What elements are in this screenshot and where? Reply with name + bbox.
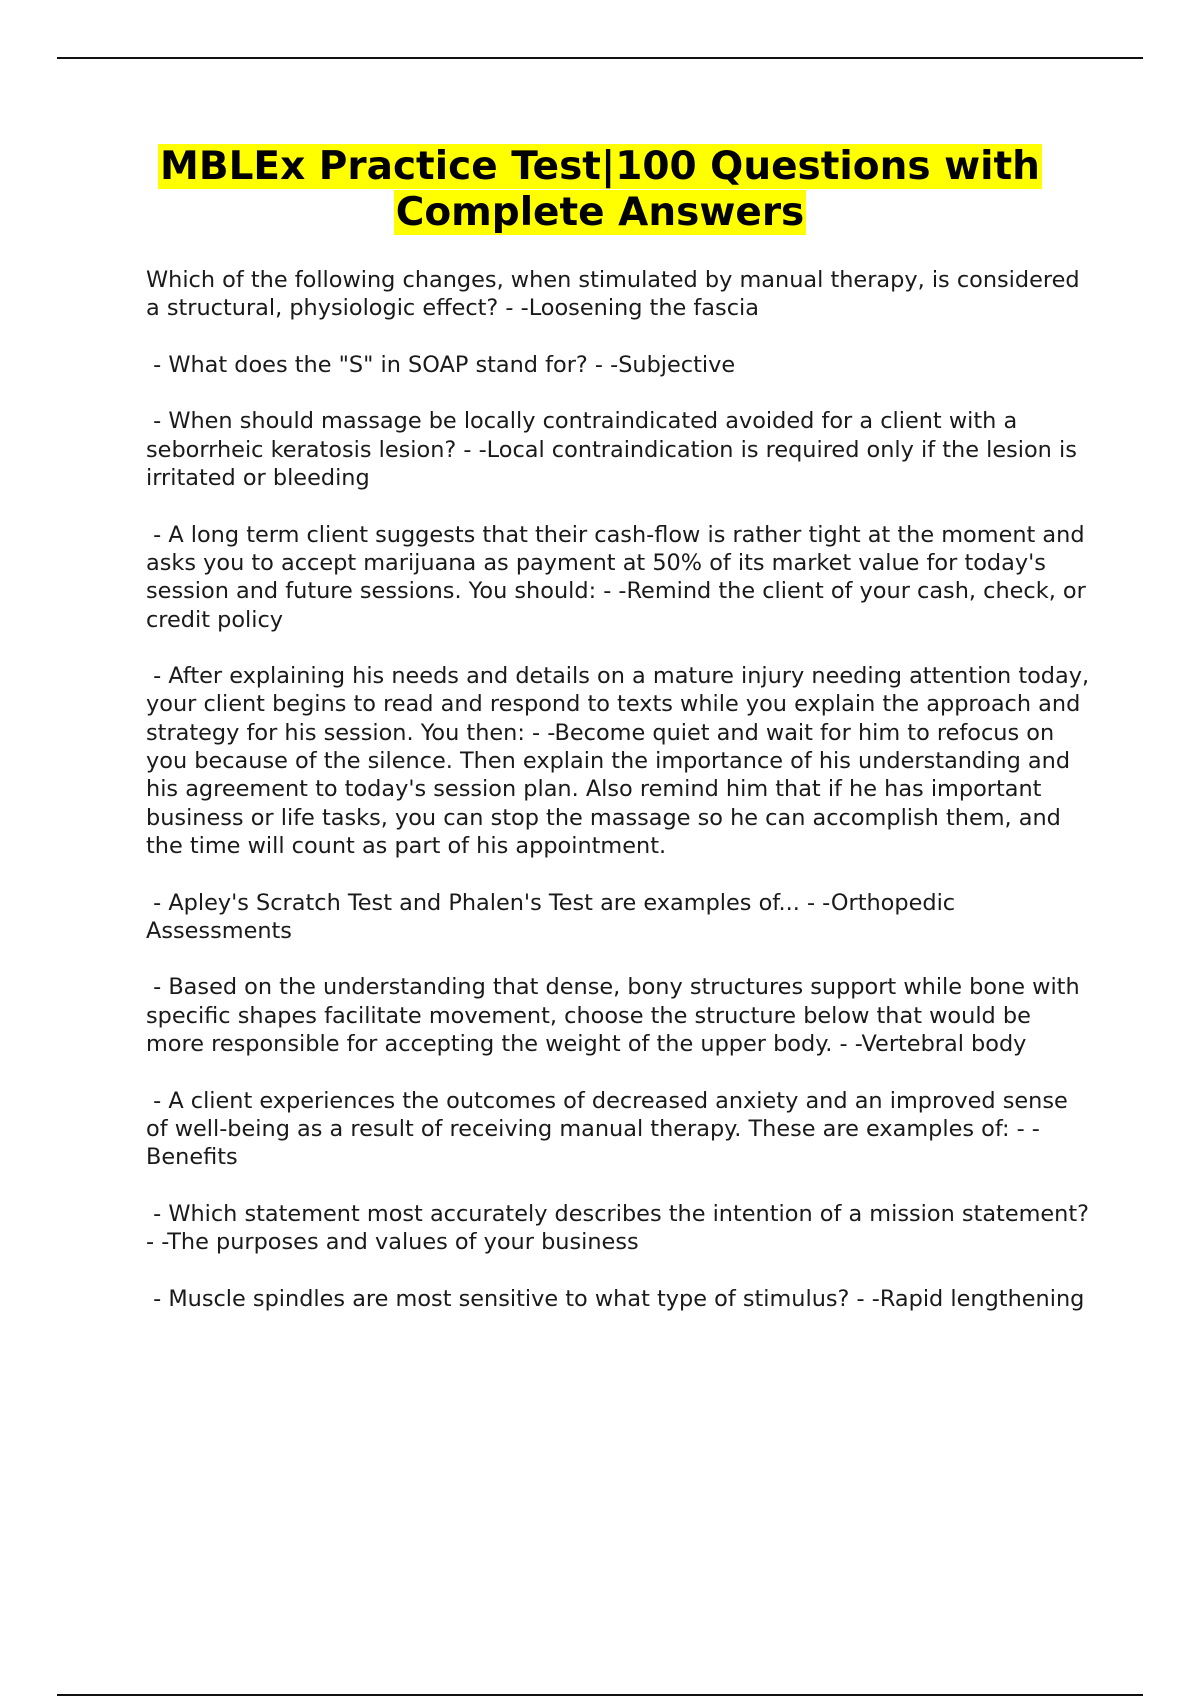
title-line-1: MBLEx Practice Test|100 Questions with	[160, 144, 1040, 189]
question-item-9: - Which statement most accurately describes the intention of a mission statement? - -The purposes and values of your business	[146, 1200, 1097, 1256]
bottom-rule	[57, 1694, 1143, 1696]
top-rule	[57, 57, 1143, 59]
question-item-1: Which of the following changes, when stimulated by manual therapy, is considered a structural, physiologic effect? - -Loosening the fascia	[146, 267, 1087, 322]
question-item-3: - When should massage be locally contraindicated avoided for a client with a seborrheic keratosis lesion? - -Local contraindication is required only if the lesion is irritated or bleeding	[146, 408, 1084, 492]
title-line-2: Complete Answers	[395, 190, 805, 235]
question-item-8: - A client experiences the outcomes of decreased anxiety and an improved sense of well-being as a result of receiving manual therapy. These are examples of: - -Benefits	[146, 1087, 1075, 1171]
question-item-5: - After explaining his needs and details on a mature injury needing attention today, your client begins to read and respond to texts while you explain the approach and strategy for his session. You then: - -Become quiet and wait for him to refocus on you because of the silence. Then explain the importance of his understanding and his agreement to today's session plan. Also remind him that if he has important business or life tasks, you can stop the massage so he can accomplish them, and the time will count as part of his appointment.	[146, 663, 1097, 859]
question-item-2: - What does the "S" in SOAP stand for? - -Subjective	[146, 351, 736, 378]
question-list	[146, 266, 1097, 1341]
question-item-7: - Based on the understanding that dense, bony structures support while bone with specific shapes facilitate movement, choose the structure below that would be more responsible for accepting the weight of the upper body. - -Vertebral body	[146, 974, 1087, 1058]
document-title	[100, 144, 1100, 236]
question-item-4: - A long term client suggests that their cash-flow is rather tight at the moment and asks you to accept marijuana as payment at 50% of its market value for today's session and future sessions. You should: - -Remind the client of your cash, check, or credit policy	[146, 521, 1093, 633]
question-item-6: - Apley's Scratch Test and Phalen's Test are examples of... - -Orthopedic Assessments	[146, 889, 963, 944]
question-item-10: - Muscle spindles are most sensitive to what type of stimulus? - -Rapid lengthening	[146, 1285, 1085, 1312]
